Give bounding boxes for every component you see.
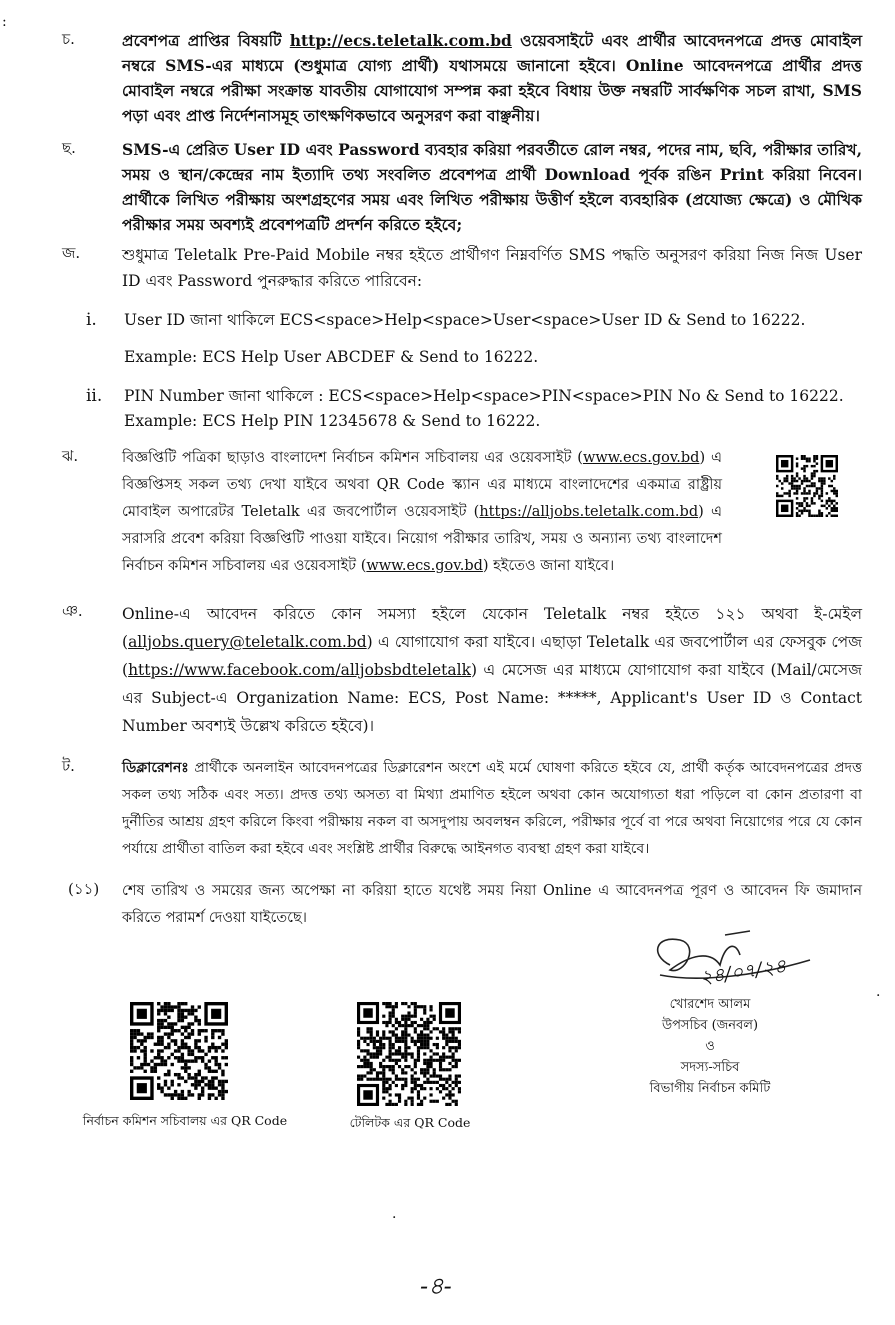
clause-label: (১১) [68, 880, 100, 898]
example-line: Example: ECS Help PIN 12345678 & Send to 16222. [124, 412, 541, 430]
facebook-link[interactable]: https://www.facebook.com/alljobsbdteletalk [128, 661, 471, 679]
signature-date: ২৪/০৭/২৪ [698, 955, 788, 989]
alljobs-teletalk-link[interactable]: https://alljobs.teletalk.com.bd [479, 504, 699, 520]
qr-code-small [776, 455, 838, 517]
method-line: PIN Number জানা থাকিলে : ECS<space>Help<space>PIN<space>PIN No & Send to 16222. [124, 387, 844, 405]
email-link[interactable]: alljobs.query@teletalk.com.bd [128, 633, 367, 651]
signatory-name: খোরশেদ আলম [669, 997, 751, 1012]
edge-mark: : [2, 14, 7, 30]
clause-label: ঞ. [62, 602, 83, 620]
qr-code-image [776, 455, 838, 517]
clause-label: ঝ. [62, 447, 79, 465]
roman-numeral: i. [86, 310, 97, 330]
ecs-website-link[interactable]: www.ecs.gov.bd [582, 450, 700, 466]
clause-text: বিজ্ঞপ্তিটি পত্রিকা ছাড়াও বাংলাদেশ নির্বাচন কমিশন সচিবালয় এর ওয়েবসাইট (www.ecs.gov.bd) এ বিজ্ঞপ্তিসহ সকল তথ্য দেখা যাইবে অথবা QR Code স্ক্যান এর মাধ্যমে বাংলাদেশের একমাত্র রাষ্ট্রীয় মোবাইল অপারেটর Teletalk এর জবপোর্টাল ওয়েবসাইট (https://alljobs.teletalk.com.bd) এ সরাসরি প্রবেশ করিয়া বিজ্ঞপ্তিটি পাওয়া যাইবে। নিয়োগ পরীক্ষার তারিখ, সময় ও অন্যান্য তথ্য বাংলাদেশ নির্বাচন কমিশন সচিবালয় এর ওয়েবসাইট (www.ecs.gov.bd) হইতেও জানা যাইবে। [122, 450, 723, 574]
clause-label: ছ. [62, 139, 76, 157]
signature-block [600, 994, 820, 1099]
qr-code-teletalk [357, 1002, 461, 1106]
clause-text: SMS-এ প্রেরিত User ID এবং Password ব্যবহার করিয়া পরবর্তীতে রোল নম্বর, পদের নাম, ছবি, পরীক্ষার তারিখ, সময় ও স্থান/কেন্দ্রের নাম ইত্যাদি তথ্য সংবলিত প্রবেশপত্র প্রার্থী Download পূর্বক রঙিন Print করিয়া নিবেন। প্রার্থীকে লিখিত পরীক্ষায় অংশগ্রহণের সময় এবং লিখিত পরীক্ষায় উত্তীর্ণ হইলে ব্যবহারিক (প্রযোজ্য ক্ষেত্রে) ও মৌখিক পরীক্ষার সময় অবশ্যই প্রবেশপত্রটি প্রদর্শন করিতে হইবে; [122, 140, 862, 234]
qr-code-image [130, 1002, 228, 1100]
clause-label: চ. [62, 30, 75, 48]
clause-text: Online-এ আবেদন করিতে কোন সমস্যা হইলে যেকোন Teletalk নম্বর হইতে ১২১ অথবা ই-মেইল (alljobs.query@teletalk.com.bd) এ যোগাযোগ করা যাইবে। এছাড়া Teletalk এর জবপোর্টাল এর ফেসবুক পেজ (https://www.facebook.com/alljobsbdteletalk) এ মেসেজ এর মাধ্যমে যোগাযোগ করা যাইবে (Mail/মেসেজ এর Subject-এ Organization Name: ECS, Post Name: *****, Applicant's User ID ও Contact Number অবশ্যই উল্লেখ করিতে হইবে)। [122, 605, 862, 735]
clause-text: শুধুমাত্র Teletalk Pre-Paid Mobile নম্বর হইতে প্রার্থীগণ নিম্নবর্ণিত SMS পদ্ধতি অনুসরণ করিয়া নিজ নিজ User ID এবং Password পুনরুদ্ধার করিতে পারিবেন: [122, 246, 862, 290]
clause-label: ট. [62, 757, 75, 775]
qr-code-ecs [130, 1002, 228, 1100]
example-line: Example: ECS Help User ABCDEF & Send to 16222. [124, 348, 539, 366]
clause-label: জ. [62, 244, 81, 262]
committee-name: বিভাগীয় নির্বাচন কমিটি [649, 1081, 771, 1096]
signatory-designation: উপসচিব (জনবল) [661, 1018, 759, 1033]
qr-code-image [357, 1002, 461, 1106]
declaration-heading: ডিক্লারেশনঃ [122, 760, 189, 776]
conjunction: ও [705, 1039, 715, 1054]
page-number: -৪- [420, 1272, 452, 1300]
clause-text: শেষ তারিখ ও সময়ের জন্য অপেক্ষা না করিয়া হাতে যথেষ্ট সময় নিয়া Online এ আবেদনপত্র পূরণ ও আবেদন ফি জমাদান করিতে পরামর্শ দেওয়া যাইতেছে। [122, 883, 862, 926]
clause-text: প্রবেশপত্র প্রাপ্তির বিষয়টি http://ecs.teletalk.com.bd ওয়েবসাইটে এবং প্রার্থীর আবেদনপত্রে প্রদত্ত মোবাইল নম্বরে SMS-এর মাধ্যমে (শুধুমাত্র যোগ্য প্রার্থী) যথাসময়ে জানানো হইবে। Online আবেদনপত্রে প্রার্থীর প্রদত্ত মোবাইল নম্বরে পরীক্ষা সংক্রান্ত যাবতীয় যোগাযোগ সম্পন্ন করা হইবে বিধায় উক্ত নম্বরটি সার্বক্ষণিক সচল রাখা, SMS পড়া এবং প্রাপ্ত নির্দেশনাসমূহ তাৎক্ষণিকভাবে অনুসরণ করা বাঞ্ছনীয়। [122, 31, 862, 125]
qr-caption-ecs: নির্বাচন কমিশন সচিবালয় এর QR Code [82, 1113, 288, 1128]
ecs-website-link[interactable]: www.ecs.gov.bd [366, 558, 483, 574]
ecs-teletalk-link[interactable]: http://ecs.teletalk.com.bd [289, 31, 512, 50]
roman-numeral: ii. [86, 386, 103, 406]
stray-dot: · [392, 1210, 397, 1226]
method-line: User ID জানা থাকিলে ECS<space>Help<space>User<space>User ID & Send to 16222. [124, 311, 806, 329]
qr-caption-teletalk: টেলিটক এর QR Code [349, 1115, 471, 1130]
edge-mark: · [876, 988, 881, 1004]
clause-text: ডিক্লারেশনঃ প্রার্থীকে অনলাইন আবেদনপত্রের ডিক্লারেশন অংশে এই মর্মে ঘোষণা করিতে হইবে যে, প্রার্থী কর্তৃক আবেদনপত্রের প্রদত্ত সকল তথ্য সঠিক এবং সত্য। প্রদত্ত তথ্য অসত্য বা মিথ্যা প্রমাণিত হইলে অথবা কোন অযোগ্যতা ধরা পড়িলে বা কোন প্রতারণা বা দুর্নীতির আশ্রয় গ্রহণ করিলে কিংবা পরীক্ষায় নকল বা অসদুপায় অবলম্বন করিলে, পরীক্ষার পূর্বে বা পরে অথবা নিয়োগের পরে যে কোন পর্যায়ে প্রার্থীতা বাতিল করা হইবে এবং সংশ্লিষ্ট প্রার্থীর বিরুদ্ধে আইনগত ব্যবস্থা গ্রহণ করা যাইবে। [122, 760, 862, 857]
signatory-role: সদস্য-সচিব [680, 1060, 740, 1075]
